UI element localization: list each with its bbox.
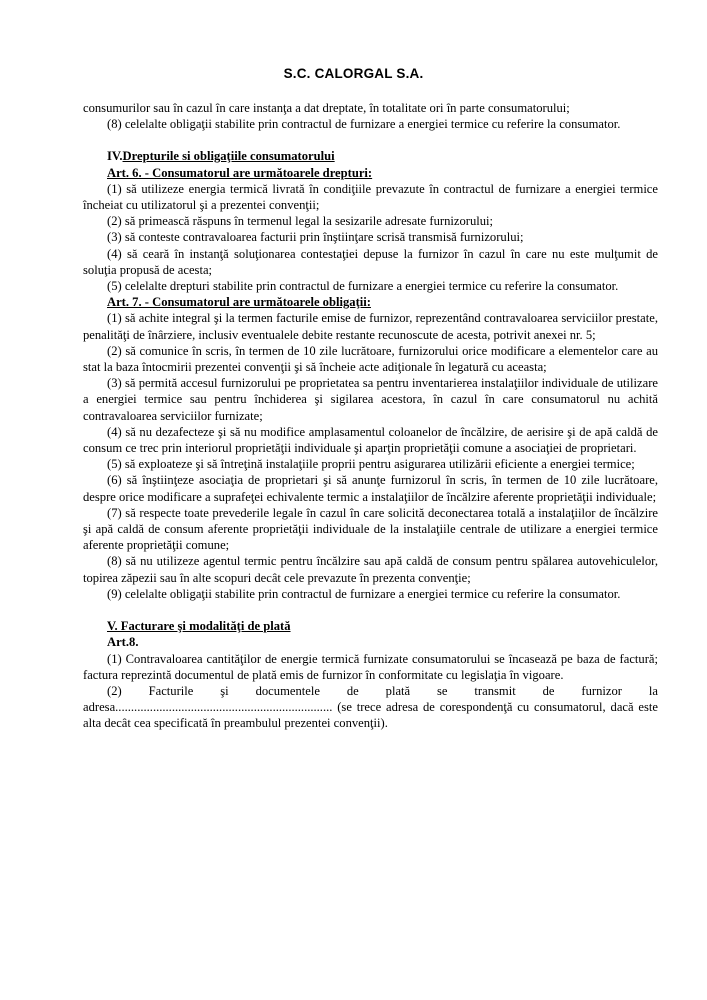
- art-6-item: (4) să ceară în instanţă soluţionarea contestaţiei depuse la furnizor în cazul în care nu este mulţumit de soluţia propusă de acesta;: [83, 246, 658, 277]
- page-header-company: S.C. CALORGAL S.A.: [283, 66, 424, 81]
- art-7-item: (3) să permită accesul furnizorului pe proprietatea sa pentru inventarierea instalaţiilor individuale de utilizare a energiei termice sau pentru închiderea şi sigilarea acestora, în cazul în care consumatorul nu achită contravaloarea serviciilor furnizate;: [83, 376, 658, 423]
- art-8-item: (1) Contravaloarea cantităţilor de energie termică furnizate consumatorului se încasează pe baza de factură; factura reprezintă documentul de plată emis de furnizor în conformitate cu legislaţia în vigoare.: [83, 651, 658, 682]
- art-6-item: (2) să primească răspuns în termenul legal la sesizarile adresate furnizorului;: [107, 214, 494, 229]
- art-7-item: (6) să înştiinţeze asociaţia de proprietari şi să anunţe furnizorul în scris, în termen de 10 zile lucrătoare, despre orice modificare a suprafeţei echivalente termic a instalaţiilor de încălzire aferente proprietăţii individuale;: [83, 473, 658, 504]
- art-6-item: (5) celelalte drepturi stabilite prin contractul de furnizare a energiei termice cu referire la consumator.: [107, 279, 619, 294]
- art-6-heading: Art. 6. - Consumatorul are următoarele drepturi:: [107, 165, 373, 180]
- obligation-item-8-prev: (8) celelalte obligaţii stabilite prin contractul de furnizare a energiei termice cu referire la consumator.: [107, 117, 621, 132]
- art-8-item: (2) Facturile şi documentele de plată se transmit de furnizor la adresa..................................................................... (se trece adresa de corespondenţă cu consumatorul, dacă este alta decât cea specificată în preambulul prezentei convenţii).: [83, 683, 658, 731]
- art-7-item: (5) să exploateze şi să întreţină instalaţiile proprii pentru asigurarea utilizării eficiente a energiei termice;: [107, 457, 635, 472]
- art-6-item: (1) să utilizeze energia termică livrată în condiţiile prevazute în contractul de furnizare a energiei termice încheiat cu utilizatorul şi a prezentei convenţii;: [83, 181, 658, 213]
- art-8-heading: Art.8.: [107, 635, 139, 650]
- art-7-item: (2) să comunice în scris, în termen de 10 zile lucrătoare, furnizorului orice modificare a elementelor care au stat la baza întocmirii prezentei convenţii şi să încheie acte adiţionale în legatură cu aceasta;: [83, 343, 658, 375]
- continuation-line: consumurilor sau în cazul în care instanţa a dat dreptate, în totalitate ori în parte consumatorului;: [83, 101, 570, 115]
- art-7-item: (1) să achite integral şi la termen facturile emise de furnizor, reprezentând contravaloarea serviciilor prestate, penalităţi de înârziere, inclusiv eventualele debite restante recunoscute de acesta, potrivit anexei nr. 5;: [83, 311, 658, 342]
- art-7-item: (9) celelalte obligaţii stabilite prin contractul de furnizare a energiei termice cu referire la consumator.: [107, 586, 621, 601]
- art-7-item: (7) să respecte toate prevederile legale în cazul în care solicită deconectarea totală a instalaţiilor de încălzire şi apă caldă de consum aferente proprietăţii individuale de la instalaţiile centrale de utilizare a energiei termice aferente proprietăţii comune;: [83, 505, 658, 553]
- art-7-item: (4) să nu dezafecteze şi să nu modifice amplasamentul coloanelor de încălzire, de aerisire şi de apă caldă de consum ce trec prin interiorul proprietăţii individuale şi aparţin proprietăţii comune a asociaţiei de proprietari.: [83, 424, 658, 456]
- document-body: [83, 100, 658, 732]
- section-iv-number: IV.: [107, 149, 123, 164]
- art-7-item: (8) să nu utilizeze agentul termic pentru încălzire sau apă caldă de consum pentru spălarea autovehiculelor, topirea zăpezii sau în alte scopuri decât cele prevazute în prezenta convenţie;: [83, 554, 658, 585]
- art-6-item: (3) să conteste contravaloarea facturii prin înştiinţare scrisă transmisă furnizorului;: [107, 230, 524, 245]
- section-iv-heading: [83, 148, 658, 164]
- section-v-heading: V. Facturare şi modalităţi de plată: [107, 619, 291, 634]
- art-7-heading: Art. 7. - Consumatorul are următoarele obligaţii:: [107, 295, 371, 310]
- section-iv-title: Drepturile si obligaţiile consumatorului: [122, 149, 335, 164]
